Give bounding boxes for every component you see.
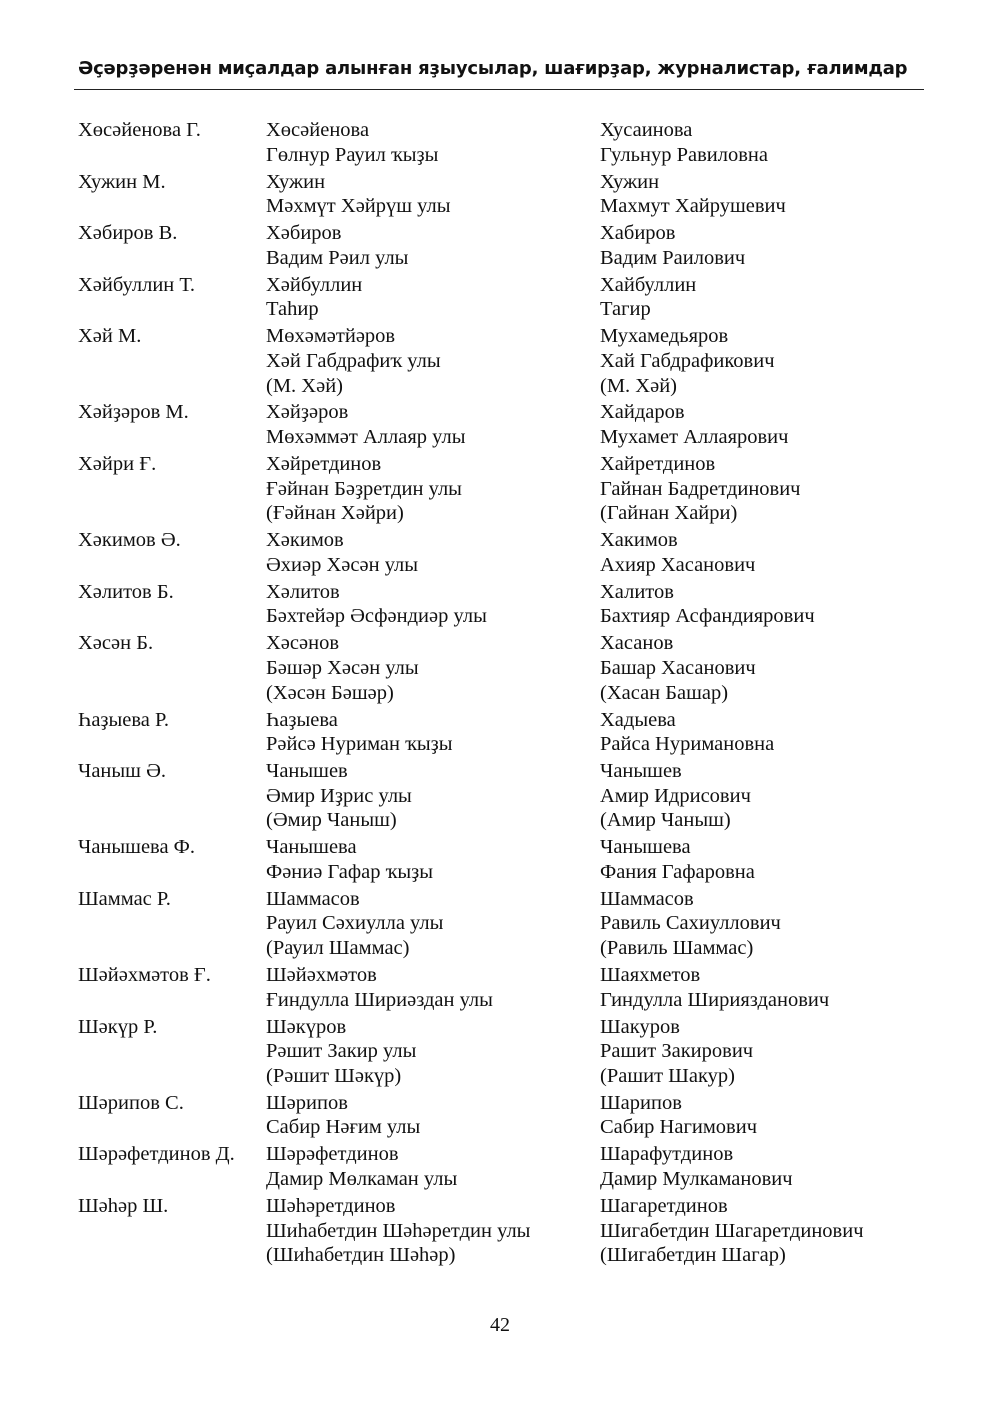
author-entry <box>78 708 948 757</box>
bashkir-name-line: Гөлнур Рауил ҡыҙы <box>266 143 439 166</box>
russian-name-line: Амир Идрисович <box>600 784 751 807</box>
author-entry <box>78 631 948 705</box>
russian-name-line: (Хасан Башар) <box>600 681 729 704</box>
russian-full-name <box>600 400 948 449</box>
bashkir-name-line: Мәхмүт Хәйрүш улы <box>266 195 451 218</box>
russian-name-line: Шарафутдинов <box>600 1143 734 1166</box>
bashkir-name-line: Ғиндулла Шириәздан улы <box>266 988 493 1011</box>
bashkir-name-line: (Ғәйнан Хәйри) <box>266 502 404 525</box>
russian-full-name <box>600 1194 948 1268</box>
short-name: Шәрәфетдинов Д. <box>78 1143 235 1166</box>
bashkir-full-name <box>266 1194 600 1268</box>
bashkir-full-name <box>266 887 600 961</box>
short-name: Шәйәхмәтов Ғ. <box>78 964 211 987</box>
russian-name-line: Равиль Сахиуллович <box>600 912 781 935</box>
russian-name-line: Дамир Мулкаманович <box>600 1167 793 1190</box>
bashkir-name-line: Мөхәмәтйәров <box>266 325 396 348</box>
russian-name-line: Шарипов <box>600 1091 682 1114</box>
bashkir-name-line: Рәйсә Нуриман ҡыҙы <box>266 733 453 756</box>
short-name: Хужин М. <box>78 170 166 193</box>
russian-full-name <box>600 1091 948 1140</box>
bashkir-full-name <box>266 221 600 270</box>
bashkir-name-line: Бәшәр Хәсән улы <box>266 656 419 679</box>
author-entry <box>78 273 948 322</box>
bashkir-name-line: Чанышева <box>266 836 357 859</box>
bashkir-name-line: Хәлитов <box>266 580 340 603</box>
russian-full-name <box>600 887 948 961</box>
bashkir-name-line: Шәрипов <box>266 1091 348 1114</box>
russian-name-line: Шаяхметов <box>600 964 701 987</box>
russian-name-line: Чанышева <box>600 836 691 859</box>
russian-name-line: (Рашит Шакур) <box>600 1064 735 1087</box>
russian-name-line: Чанышев <box>600 760 682 783</box>
russian-name-line: Хайбуллин <box>600 273 697 296</box>
russian-name-line: Шагаретдинов <box>600 1194 728 1217</box>
author-entry <box>78 170 948 219</box>
bashkir-name-line: (Әмир Чаныш) <box>266 809 397 832</box>
russian-name-line: Райса Нуримановна <box>600 733 775 756</box>
russian-name-line: (Амир Чаныш) <box>600 809 731 832</box>
bashkir-full-name <box>266 759 600 833</box>
author-entry <box>78 759 948 833</box>
russian-name-line: Хай Габдрафикович <box>600 349 775 372</box>
russian-full-name <box>600 759 948 833</box>
bashkir-name-line: Әмир Иҙрис улы <box>266 784 412 807</box>
russian-name-line: Халитов <box>600 580 674 603</box>
bashkir-name-line: Рауил Сәхиулла улы <box>266 912 444 935</box>
russian-full-name <box>600 580 948 629</box>
bashkir-name-line: Һаҙыева <box>266 708 338 731</box>
russian-name-line: Хайретдинов <box>600 453 716 476</box>
bashkir-full-name <box>266 273 600 322</box>
russian-name-line: Шакуров <box>600 1015 680 1038</box>
russian-full-name <box>600 170 948 219</box>
short-name: Хәйри Ғ. <box>78 453 157 476</box>
author-entry <box>78 400 948 449</box>
russian-name-line: Шигабетдин Шагаретдинович <box>600 1219 864 1242</box>
bashkir-name-line: Хәсәнов <box>266 632 340 655</box>
russian-name-line: Хакимов <box>600 529 678 552</box>
bashkir-name-line: Хөсәйенова <box>266 119 370 141</box>
author-entry <box>78 835 948 884</box>
russian-name-line: Хайдаров <box>600 401 685 424</box>
russian-name-line: Мухамедьяров <box>600 325 729 348</box>
short-name: Чанышева Ф. <box>78 836 196 859</box>
short-name: Хәйбуллин Т. <box>78 273 195 296</box>
author-entry <box>78 324 948 398</box>
bashkir-name-line: Ғәйнан Бәҙретдин улы <box>266 477 462 500</box>
author-entry <box>78 118 948 167</box>
russian-name-line: Бахтияр Асфандиярович <box>600 605 815 628</box>
russian-full-name <box>600 324 948 398</box>
bashkir-name-line: Хәйбуллин <box>266 273 363 296</box>
bashkir-name-line: Шиһабетдин Шәһәретдин улы <box>266 1219 531 1242</box>
russian-name-line: Рашит Закирович <box>600 1040 754 1063</box>
author-entry <box>78 1194 948 1268</box>
russian-name-line: Ахияр Хасанович <box>600 553 756 576</box>
bashkir-full-name <box>266 528 600 577</box>
russian-full-name <box>600 1142 948 1191</box>
short-name: Шәкүр Р. <box>78 1015 158 1038</box>
russian-name-line: (Равиль Шаммас) <box>600 937 754 960</box>
bashkir-name-line: Шәрәфетдинов <box>266 1143 399 1166</box>
russian-name-line: Сабир Нагимович <box>600 1116 758 1139</box>
bashkir-name-line: Хужин <box>266 170 326 193</box>
bashkir-name-line: Бәхтейәр Әсфәндиәр улы <box>266 605 487 628</box>
author-entry <box>78 963 948 1012</box>
bashkir-name-line: Шәкүров <box>266 1015 347 1038</box>
bashkir-name-line: Мөхәммәт Аллаяр улы <box>266 426 466 449</box>
russian-name-line: (Шигабетдин Шагар) <box>600 1244 786 1267</box>
bashkir-name-line: Шәйәхмәтов <box>266 964 377 987</box>
short-name: Һаҙыева Р. <box>78 708 169 731</box>
short-name: Шаммас Р. <box>78 887 171 910</box>
bashkir-name-line: (Рәшит Шәкүр) <box>266 1064 402 1087</box>
author-entry <box>78 1091 948 1140</box>
russian-name-line: Хасанов <box>600 632 674 655</box>
bashkir-full-name <box>266 400 600 449</box>
short-name: Хәлитов Б. <box>78 580 174 603</box>
russian-name-line: Махмут Хайрушевич <box>600 195 786 218</box>
russian-full-name <box>600 835 948 884</box>
author-entry <box>78 580 948 629</box>
russian-name-line: Тагир <box>600 298 651 321</box>
bashkir-name-line: Чанышев <box>266 760 348 783</box>
short-name: Хәкимов Ә. <box>78 529 181 552</box>
russian-name-line: (Гайнан Хайри) <box>600 502 738 525</box>
russian-name-line: Гульнур Равиловна <box>600 143 768 166</box>
short-name: Хөсәйенова Г. <box>78 119 201 141</box>
russian-name-line: Фания Гафаровна <box>600 860 755 883</box>
bashkir-name-line: Хәйретдинов <box>266 453 382 476</box>
bashkir-full-name <box>266 118 600 167</box>
russian-name-line: Хадыева <box>600 708 676 731</box>
russian-full-name <box>600 528 948 577</box>
bashkir-name-line: Хәй Габдрафиҡ улы <box>266 349 441 372</box>
author-entry <box>78 1142 948 1191</box>
short-name: Хәбиров В. <box>78 222 178 245</box>
russian-name-line: Хабиров <box>600 222 676 245</box>
russian-name-line: (М. Хәй) <box>600 374 678 397</box>
russian-full-name <box>600 1015 948 1089</box>
russian-full-name <box>600 708 948 757</box>
bashkir-name-line: Вадим Рәил улы <box>266 246 409 269</box>
bashkir-full-name <box>266 708 600 757</box>
bashkir-name-line: Шәһәретдинов <box>266 1194 396 1217</box>
bashkir-full-name <box>266 580 600 629</box>
bashkir-name-line: Фәниә Гафар ҡыҙы <box>266 860 434 883</box>
page-header: Әҫәрҙәренән миҫалдар алынған яҙыусылар, шағирҙар, журналистар, ғалимдар <box>78 58 908 79</box>
russian-full-name <box>600 963 948 1012</box>
russian-full-name <box>600 452 948 526</box>
russian-name-line: Хужин <box>600 170 660 193</box>
russian-name-line: Башар Хасанович <box>600 656 756 679</box>
russian-name-line: Гайнан Бадретдинович <box>600 477 801 500</box>
bashkir-full-name <box>266 170 600 219</box>
russian-name-line: Шаммасов <box>600 887 694 910</box>
short-name: Хәсән Б. <box>78 632 154 655</box>
author-entry <box>78 528 948 577</box>
bashkir-name-line: Хәйҙәров <box>266 401 349 424</box>
author-entry <box>78 1015 948 1089</box>
bashkir-full-name <box>266 631 600 705</box>
bashkir-full-name <box>266 1015 600 1089</box>
bashkir-full-name <box>266 1142 600 1191</box>
bashkir-full-name <box>266 324 600 398</box>
bashkir-name-line: (М. Хәй) <box>266 374 344 397</box>
bashkir-full-name <box>266 963 600 1012</box>
bashkir-name-line: Сабир Нәғим улы <box>266 1116 421 1139</box>
author-entry <box>78 221 948 270</box>
bashkir-name-line: Хәкимов <box>266 529 344 552</box>
author-entry <box>78 887 948 961</box>
russian-name-line: Вадим Раилович <box>600 246 746 269</box>
short-name: Чаныш Ә. <box>78 760 167 783</box>
bashkir-name-line: Рәшит Закир улы <box>266 1040 417 1063</box>
russian-name-line: Хусаинова <box>600 119 693 141</box>
bashkir-full-name <box>266 1091 600 1140</box>
short-name: Хәй М. <box>78 325 142 348</box>
header-rule <box>74 89 924 90</box>
russian-full-name <box>600 273 948 322</box>
russian-name-line: Гиндулла Шириязданович <box>600 988 830 1011</box>
page-number: 42 <box>490 1314 510 1336</box>
russian-name-line: Мухамет Аллаярович <box>600 426 789 449</box>
bashkir-name-line: Әхиәр Хәсән улы <box>266 553 419 576</box>
short-name: Шәрипов С. <box>78 1091 184 1114</box>
short-name: Хәйҙәров М. <box>78 401 189 424</box>
bashkir-name-line: Шаммасов <box>266 887 360 910</box>
bashkir-name-line: Дамир Мөлкаман улы <box>266 1167 458 1190</box>
bashkir-name-line: Хәбиров <box>266 222 342 245</box>
short-name: Шәһәр Ш. <box>78 1194 169 1217</box>
russian-full-name <box>600 118 948 167</box>
russian-full-name <box>600 221 948 270</box>
bashkir-full-name <box>266 835 600 884</box>
russian-full-name <box>600 631 948 705</box>
bashkir-name-line: (Рауил Шаммас) <box>266 937 410 960</box>
bashkir-name-line: Таһир <box>266 298 319 321</box>
bashkir-full-name <box>266 452 600 526</box>
bashkir-name-line: (Шиһабетдин Шәһәр) <box>266 1244 456 1267</box>
author-entry <box>78 452 948 526</box>
author-list <box>78 118 948 1270</box>
bashkir-name-line: (Хәсән Бәшәр) <box>266 681 394 704</box>
